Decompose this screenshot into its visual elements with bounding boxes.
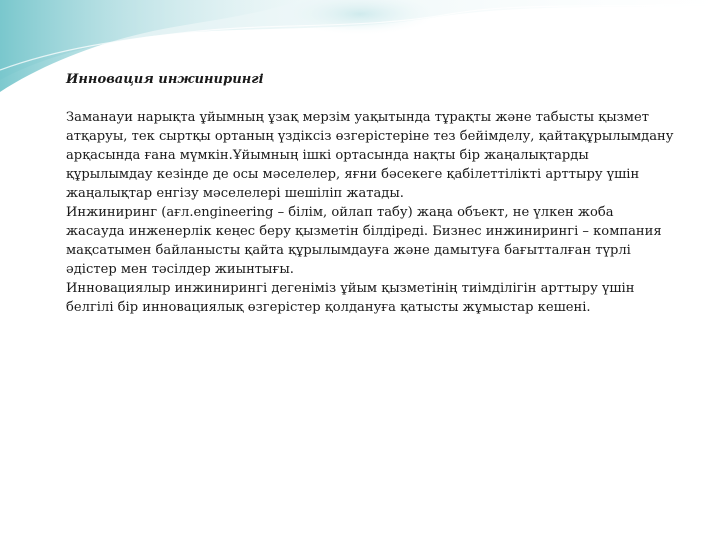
slide-title: Инновация инжинирингі xyxy=(66,72,264,87)
paragraph-2: Инжиниринг (ағл.engineering – білім, ойлап табу) жаңа объект, не үлкен жоба жасауда инженерлік кеңес беру қызметін білдіреді. Бизнес инжинирингі – компания мақсатымен байланысты қайта құрылымдауға және дамытуға бағытталған түрлі әдістер мен тәсілдер жиынтығы. xyxy=(66,205,662,277)
text-body xyxy=(66,70,676,317)
paragraph-3: Инновациялыр инжинирингі дегеніміз ұйым қызметінің тиімділігін арттыру үшін белгілі бір инновациялық өзгерістер қолдануға қатысты жұмыстар кешені. xyxy=(66,281,635,315)
paragraph-1: Заманауи нарықта ұйымның ұзақ мерзім уақытында тұрақты және табысты қызмет атқаруы, тек сыртқы ортаның үздіксіз өзгерістеріне тез бейімделу, қайтақұрылымдану арқасында ғана мүмкін.Ұйымның ішкі ортасында нақты бір жаңалықтарды құрылымдау кезінде де осы мәселелер, яғни бәсекеге қабілеттілікті арттыру үшін жаңалықтар енгізу мәселелері шешіліп жатады. xyxy=(66,110,674,201)
